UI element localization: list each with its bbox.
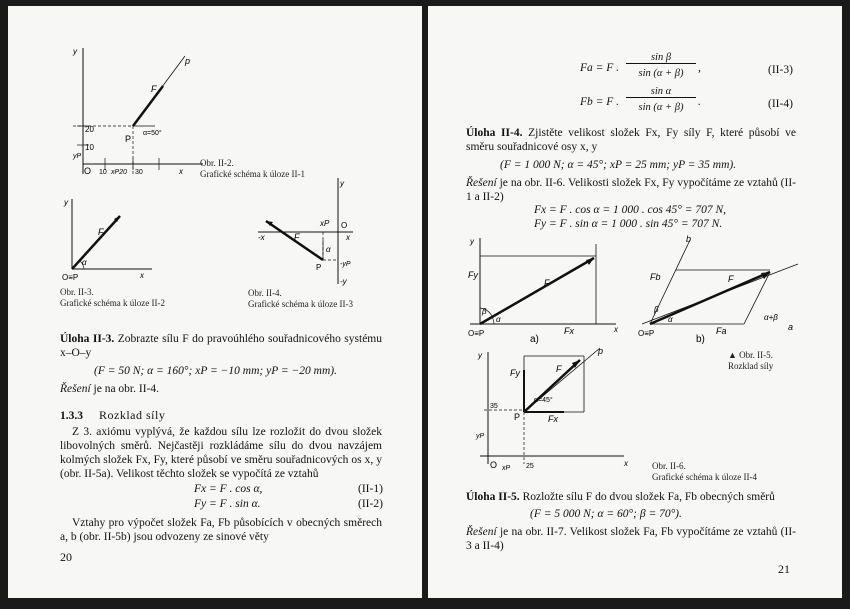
fig4-minus-y-label: -y bbox=[340, 277, 347, 286]
fig4-point-label: P bbox=[316, 263, 322, 272]
fig5b-f-label: F bbox=[728, 274, 734, 284]
task3-solution bbox=[60, 382, 159, 396]
paragraph-decomposition: Z 3. axiómu vyplývá, že každou sílu lze rozložit do dvou složek libovolných směrů. Nejčastěji rozkládáme sílu do dvou navzájem kolmých složek Fx, Fy, které působí ve směru souřadnicových os x, y (obr. II-5a). Velikost těchto složek se vypočítá ze vztahů bbox=[60, 426, 382, 480]
task3-solution-label: Řešení bbox=[60, 383, 91, 395]
fig5a-beta-label: β bbox=[482, 307, 487, 316]
section-number: 1.3.3 bbox=[60, 410, 83, 422]
fig2-x-label: x bbox=[179, 167, 183, 176]
fig5b-sublabel: b) bbox=[696, 334, 705, 345]
fig4-f-label: F bbox=[294, 232, 300, 242]
task5-solution-text: je na obr. II-7. Velikost složek Fa, Fb vypočítáme ze vztahů (II-3 a II-4) bbox=[466, 526, 796, 552]
task3-solution-text: je na obr. II-4. bbox=[93, 383, 159, 395]
fig3-alpha-label: α bbox=[82, 258, 87, 267]
task5-text: Rozložte sílu F do dvou složek Fa, Fb obecných směrů bbox=[522, 491, 775, 503]
task3-params: (F = 50 N; α = 160°; xP = −10 mm; yP = −20 mm). bbox=[94, 365, 337, 377]
fig6-caption-text: Grafické schéma k úloze II-4 bbox=[652, 472, 757, 482]
equation-ii-4-denominator: sin (α + β) bbox=[638, 102, 684, 113]
fig4-y-label: y bbox=[340, 179, 344, 188]
fig6-f-label: F bbox=[556, 364, 562, 374]
equation-ii-4-number: (II-4) bbox=[768, 98, 793, 110]
fig5a-f-label: F bbox=[544, 278, 550, 288]
figure-ii-5b bbox=[636, 234, 806, 346]
fig5b-fa-label: Fa bbox=[716, 326, 727, 336]
task4-solution-text: je na obr. II-6. Velikosti složek Fx, Fy vypočítáme ze vztahů (II-1 a II-2) bbox=[466, 177, 796, 203]
fig6-point-label: P bbox=[514, 412, 521, 422]
fig5a-origin-label: O≡P bbox=[468, 329, 485, 338]
fig3-caption-title: Obr. II-3. bbox=[60, 287, 94, 297]
fig2-caption-text: Grafické schéma k úloze II-1 bbox=[200, 169, 305, 179]
fig5a-sublabel: a) bbox=[530, 334, 539, 345]
fig2-y-label: y bbox=[73, 47, 77, 56]
task-ii-3 bbox=[60, 332, 382, 360]
equation-ii-1-number: (II-1) bbox=[358, 483, 383, 495]
task5-solution bbox=[466, 525, 796, 553]
fig6-yp-label: yP bbox=[476, 433, 485, 440]
fig6-fy-label: Fy bbox=[510, 368, 520, 378]
fig4-x-label: x bbox=[346, 233, 350, 242]
fig2-caption-title: Obr. II-2. bbox=[200, 158, 234, 168]
fig3-f-label: F bbox=[98, 227, 104, 237]
task4-title: Úloha II-4. bbox=[466, 127, 523, 139]
fig6-caption-title: Obr. II-6. bbox=[652, 461, 686, 471]
fig5b-alpha-label: α bbox=[668, 315, 673, 324]
left-page bbox=[8, 6, 422, 598]
fig5b-a-label: a bbox=[788, 322, 794, 332]
fig5-caption-title: ▲ Obr. II-5. bbox=[728, 350, 773, 360]
equation-ii-3-lhs: Fa = F . bbox=[580, 62, 620, 74]
equation-ii-2: Fy = F . sin α. bbox=[194, 498, 261, 510]
fig4-caption-title: Obr. II-4. bbox=[248, 288, 282, 298]
fig4-caption-text: Grafické schéma k úloze II-3 bbox=[248, 299, 353, 309]
fig6-tick-35: 35 bbox=[490, 403, 498, 410]
fig6-tick-25: 25 bbox=[526, 463, 534, 470]
fig4-yp-label: -yP bbox=[340, 261, 351, 268]
fig5-caption bbox=[728, 350, 773, 372]
task4-text: Zjistěte velikost složek Fx, Fy síly F, které působí ve směru souřadnicové osy x, y bbox=[466, 127, 796, 153]
section-title: Rozklad síly bbox=[99, 408, 166, 422]
task5-params: (F = 5 000 N; α = 60°; β = 70°). bbox=[530, 508, 682, 520]
fig3-x-label: x bbox=[140, 271, 144, 280]
fig2-yp-label: yP bbox=[73, 153, 82, 160]
fig6-xp-label: xP bbox=[502, 465, 511, 472]
figure-ii-6 bbox=[474, 346, 644, 476]
fig4-minus-x-label: -x bbox=[258, 233, 265, 242]
fig2-tick-10: 10 bbox=[85, 143, 94, 152]
task-ii-5 bbox=[466, 490, 796, 504]
fig6-fx-label: Fx bbox=[548, 414, 558, 424]
fig3-caption-text: Grafické schéma k úloze II-2 bbox=[60, 298, 165, 308]
fig3-caption bbox=[60, 287, 165, 309]
fig2-p-label: p bbox=[185, 56, 191, 66]
fig2-angle-label: α=50° bbox=[143, 130, 162, 137]
equation-ii-4-tail: . bbox=[698, 96, 701, 108]
fig5b-beta-label: β bbox=[654, 305, 659, 314]
task5-solution-label: Řešení bbox=[466, 526, 497, 538]
fig5b-fb-label: Fb bbox=[650, 272, 661, 282]
fig5b-origin-label: O≡P bbox=[638, 329, 655, 338]
equation-ii-1: Fx = F . cos α, bbox=[194, 483, 263, 495]
page-number-right: 21 bbox=[778, 562, 790, 576]
fig2-tick-b30: 30 bbox=[135, 169, 143, 176]
task4-solution bbox=[466, 176, 796, 204]
task-ii-4 bbox=[466, 126, 796, 154]
fig5b-alpha-beta-label: α+β bbox=[764, 313, 778, 322]
equation-ii-4-lhs: Fb = F . bbox=[580, 96, 620, 108]
fig4-caption bbox=[248, 288, 353, 310]
fig5a-y-label: y bbox=[470, 237, 474, 246]
fig2-tick-b10: 10 bbox=[99, 169, 107, 176]
fig2-origin-label: O bbox=[84, 166, 92, 176]
page-number-left: 20 bbox=[60, 550, 72, 564]
fig5a-fx-label: Fx bbox=[564, 326, 574, 336]
fig2-point-label: P bbox=[125, 134, 132, 144]
fig2-tick-20: 20 bbox=[85, 125, 94, 134]
fig5a-x-label: x bbox=[614, 325, 618, 334]
task3-text: Zobrazte sílu F do pravoúhlého souřadnicového systému x–O–y bbox=[60, 333, 382, 359]
equation-ii-4-numerator: sin α bbox=[626, 86, 696, 98]
fig4-origin-label: O bbox=[341, 221, 348, 230]
fig6-origin-label: O bbox=[490, 460, 498, 470]
fig2-f-label: F bbox=[151, 84, 157, 94]
figure-ii-3 bbox=[60, 191, 160, 283]
fig3-y-label: y bbox=[64, 198, 68, 207]
figure-ii-4 bbox=[238, 176, 358, 288]
paragraph-general-directions: Vztahy pro výpočet složek Fa, Fb působících v obecných směrech a, b (obr. II-5b) jsou odvozeny ze sinové věty bbox=[60, 517, 382, 543]
equation-fx-result: Fx = F . cos α = 1 000 . cos 45° = 707 N, bbox=[534, 204, 727, 216]
fig5-caption-text: Rozklad síly bbox=[728, 361, 774, 371]
fig4-alpha-label: α bbox=[326, 245, 331, 254]
equation-fy-result: Fy = F . sin α = 1 000 . sin 45° = 707 N. bbox=[534, 218, 723, 230]
task5-title: Úloha II-5. bbox=[466, 491, 520, 503]
fig6-angle-label: α=45° bbox=[534, 397, 553, 404]
fig5a-alpha-label: α bbox=[496, 315, 501, 324]
fig6-x-label: x bbox=[624, 459, 628, 468]
task4-solution-label: Řešení bbox=[466, 177, 497, 189]
fig6-p-label: p bbox=[598, 346, 604, 356]
fig3-origin-label: O≡P bbox=[62, 273, 79, 282]
figure-ii-5a bbox=[466, 234, 636, 346]
task4-params: (F = 1 000 N; α = 45°; xP = 25 mm; yP = 35 mm). bbox=[500, 159, 737, 171]
fig6-caption bbox=[652, 461, 757, 483]
figure-ii-2 bbox=[63, 46, 213, 181]
task3-title: Úloha II-3. bbox=[60, 333, 115, 345]
equation-ii-3-number: (II-3) bbox=[768, 64, 793, 76]
section-heading bbox=[60, 406, 165, 424]
fig6-y-label: y bbox=[478, 351, 482, 360]
equation-ii-2-number: (II-2) bbox=[358, 498, 383, 510]
fig2-tick-xp20: xP20 bbox=[111, 169, 127, 176]
equation-ii-3-denominator: sin (α + β) bbox=[638, 68, 684, 79]
equation-ii-3-numerator: sin β bbox=[626, 52, 696, 64]
fig5b-b-label: b bbox=[686, 234, 692, 244]
equation-ii-3-tail: , bbox=[698, 62, 701, 74]
right-page bbox=[428, 6, 842, 598]
fig4-xp-label: xP bbox=[320, 219, 330, 228]
fig5a-fy-label: Fy bbox=[468, 270, 478, 280]
